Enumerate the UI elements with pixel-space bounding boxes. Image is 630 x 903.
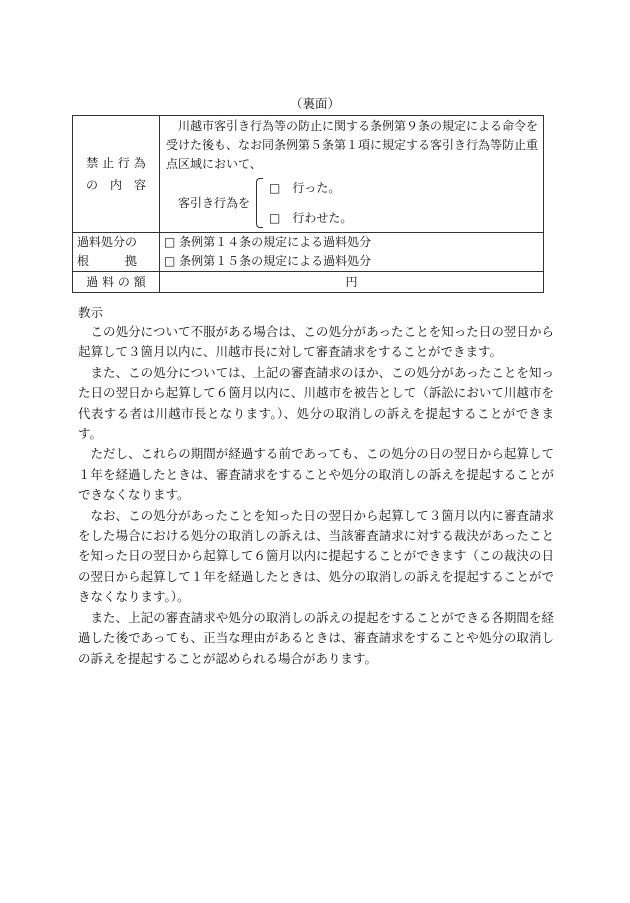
condition-label: 客引き行為を — [178, 195, 251, 210]
basis-label-line-2: 根 拠 — [77, 254, 138, 268]
prohibited-act-intro: 川越市客引き行為等の防止に関する条例第９条の規定による命令を受けた後も、なお同条例第５条第１項に規定する客引き行為等防止重点区域において、 — [166, 119, 539, 171]
checkbox-option-article-15[interactable]: □ 条例第１５条の規定による過料処分 — [164, 254, 372, 268]
prohibited-act-row — [73, 116, 544, 233]
basis-content — [160, 233, 544, 272]
checkbox-option-caused[interactable]: □ 行わせた。 — [269, 211, 353, 225]
notice-paragraph-1: この処分について不服がある場合は、この処分があったことを知った日の翌日から起算して３箇月以内に、川越市長に対して審査請求をすることができます。 — [78, 324, 554, 360]
basis-label-line-1: 過料処分の — [77, 235, 138, 249]
notice-paragraph-2: また、この処分については、上記の審査請求のほか、この処分があったことを知った日の翌日から起算して６箇月以内に、川越市を被告として（訴訟において川越市を代表する者は川越市長となります。）、処分の取消しの訴えを提起することができます。 — [78, 364, 554, 442]
amount-row — [73, 272, 544, 293]
condition-options — [269, 179, 352, 227]
notice-body — [78, 322, 554, 669]
notice-paragraph-3: ただし、これらの期間が経過する前であっても、この処分の日の翌日から起算して１年を経過したときは、審査請求をすることや処分の取消しの訴えを提起することができなくなります。 — [78, 446, 554, 503]
notice-title: 教示 — [78, 305, 104, 320]
brace-bracket — [256, 178, 263, 228]
checkbox-option-article-14[interactable]: □ 条例第１４条の規定による過料処分 — [164, 235, 372, 249]
prohibited-act-content — [160, 116, 544, 233]
prohibited-act-label — [73, 116, 160, 233]
notice-paragraph-4: なお、この処分があったことを知った日の翌日から起算して３箇月以内に審査請求をした場合における処分の取消しの訴えは、当該審査請求に対する裁決があったことを知った日の翌日から起算して６箇月以内に提起することができます（この裁決の日の翌日から起算して１年を経過したときは、処分の取消しの訴えを提起することができなくなります。）。 — [78, 507, 554, 605]
notice-paragraph-5: また、上記の審査請求や処分の取消しの訴えの提起をすることができる各期間を経過した後であっても、正当な理由があるときは、審査請求をすることや処分の取消しの訴えを提起することが認められる場合があります。 — [78, 609, 554, 666]
prohibited-act-label-line-1: 禁 止 行 為 — [86, 155, 146, 170]
amount-field[interactable]: 円 — [160, 272, 544, 293]
prohibited-act-label-line-2: の 内 容 — [85, 177, 146, 192]
prohibited-act-condition — [160, 174, 543, 232]
page-side-label: （裏面） — [289, 96, 340, 111]
basis-row — [73, 233, 544, 272]
amount-label: 過 料 の 額 — [73, 272, 160, 293]
basis-label — [73, 233, 160, 272]
checkbox-option-performed[interactable]: □ 行った。 — [269, 181, 341, 195]
penalty-form-table — [72, 115, 544, 293]
